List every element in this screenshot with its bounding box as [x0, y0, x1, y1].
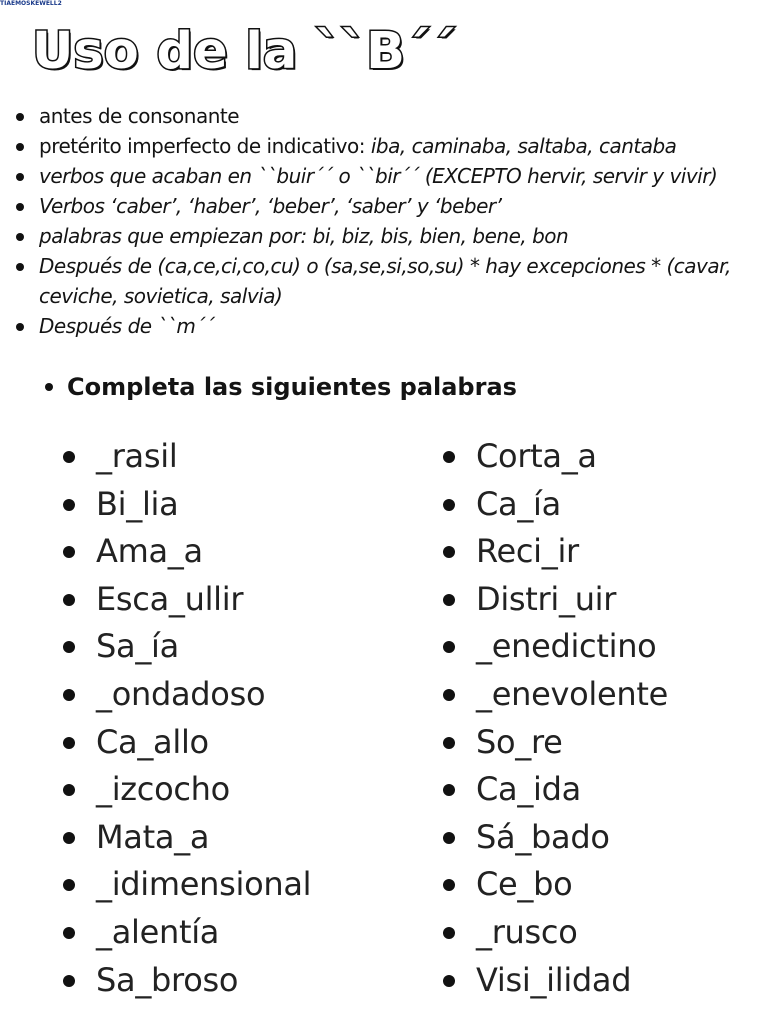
word-text: Esca_ullir — [96, 579, 244, 618]
word-text: Corta_a — [476, 437, 597, 475]
bullet-icon — [16, 113, 24, 121]
bullet-icon — [16, 323, 24, 331]
rule-item — [0, 191, 768, 221]
word-text: _enedictino — [476, 627, 657, 666]
exercise-instruction — [45, 370, 517, 404]
word-item — [440, 433, 668, 481]
bullet-icon — [443, 546, 455, 558]
word-item — [440, 576, 668, 624]
word-item — [60, 623, 311, 671]
rule-text: antes de consonante — [39, 104, 240, 128]
bullet-icon — [63, 499, 75, 511]
word-item — [440, 481, 668, 529]
word-text: Ca_ía — [476, 484, 561, 523]
bullet-icon — [443, 594, 455, 606]
rule-examples: iba, caminaba, saltaba, cantaba — [370, 134, 677, 158]
word-text: _rasil — [96, 437, 178, 475]
bullet-icon — [63, 546, 75, 558]
word-text: Reci_ir — [476, 532, 579, 571]
rules-list — [0, 101, 768, 341]
bullet-icon — [45, 383, 53, 391]
watermark-text: TIAEMOSKEWELL2 — [0, 0, 62, 7]
word-item — [60, 481, 311, 529]
rule-examples: verbos que acaban en ``buir´´ o ``bir´´ (EXCEPTO hervir, servir y vivir) — [39, 164, 718, 188]
rule-item — [0, 131, 768, 161]
bullet-icon — [63, 879, 75, 891]
rule-item — [0, 221, 768, 251]
bullet-icon — [63, 737, 75, 749]
bullet-icon — [443, 499, 455, 511]
page-title: Uso de la ``B´´ — [32, 22, 456, 81]
rule-examples: Después de ``m´´ — [39, 314, 215, 338]
bullet-icon — [63, 451, 75, 463]
word-text: _alentía — [96, 912, 220, 951]
word-item — [440, 766, 668, 814]
word-item — [60, 766, 311, 814]
word-list-right — [440, 433, 668, 1004]
word-text: Distri_uir — [476, 579, 617, 618]
word-text: Mata_a — [96, 817, 210, 856]
word-item — [60, 671, 311, 719]
bullet-icon — [63, 641, 75, 653]
word-text: Ce_bo — [476, 865, 573, 904]
rule-examples: Después de (ca,ce,ci,co,cu) o (sa,se,si,so,su) * hay excepciones * (cavar, ceviche, sovietica, salvia) — [39, 254, 731, 308]
bullet-icon — [443, 832, 455, 844]
bullet-icon — [443, 641, 455, 653]
bullet-icon — [443, 737, 455, 749]
bullet-icon — [63, 594, 75, 606]
word-item — [440, 909, 668, 957]
word-item — [60, 909, 311, 957]
word-item — [440, 671, 668, 719]
word-item — [60, 719, 311, 767]
word-item — [440, 719, 668, 767]
word-item — [60, 861, 311, 909]
rule-item — [0, 101, 768, 131]
word-text: Ca_ida — [476, 770, 581, 809]
word-item — [440, 623, 668, 671]
word-text: _rusco — [476, 912, 578, 951]
rule-item — [0, 251, 768, 311]
rule-text: pretérito imperfecto de indicativo: — [39, 134, 371, 158]
bullet-icon — [16, 263, 24, 271]
bullet-icon — [16, 143, 24, 151]
word-item — [60, 814, 311, 862]
rule-examples: palabras que empiezan por: bi, biz, bis, bien, bene, bon — [39, 224, 569, 248]
bullet-icon — [63, 832, 75, 844]
word-text: _izcocho — [96, 770, 230, 809]
word-item — [440, 528, 668, 576]
word-item — [60, 576, 311, 624]
bullet-icon — [63, 784, 75, 796]
rule-item — [0, 311, 768, 341]
bullet-icon — [443, 927, 455, 939]
word-list-left — [60, 433, 311, 1004]
bullet-icon — [443, 451, 455, 463]
bullet-icon — [443, 689, 455, 701]
word-item — [60, 528, 311, 576]
bullet-icon — [16, 233, 24, 241]
rule-examples: Verbos ‘caber’, ‘haber’, ‘beber’, ‘saber’ y ‘beber’ — [39, 194, 502, 218]
instruction-text: Completa las siguientes palabras — [67, 373, 517, 401]
word-item — [60, 957, 311, 1005]
word-item — [440, 957, 668, 1005]
bullet-icon — [443, 879, 455, 891]
word-item — [440, 814, 668, 862]
rule-item — [0, 161, 768, 191]
word-text: _ondadoso — [96, 674, 266, 713]
word-item — [440, 861, 668, 909]
word-text: Sa_ía — [96, 627, 179, 666]
bullet-icon — [63, 975, 75, 987]
word-text: Sa_broso — [96, 960, 239, 999]
word-text: Bi_lia — [96, 484, 179, 523]
bullet-icon — [63, 927, 75, 939]
bullet-icon — [443, 784, 455, 796]
word-text: So_re — [476, 722, 563, 761]
word-text: _idimensional — [96, 865, 312, 904]
word-item — [60, 433, 311, 481]
word-text: Ama_a — [96, 532, 203, 571]
word-text: _enevolente — [476, 674, 668, 713]
bullet-icon — [16, 173, 24, 181]
word-text: Visi_ilidad — [476, 960, 632, 999]
bullet-icon — [63, 689, 75, 701]
bullet-icon — [443, 975, 455, 987]
bullet-icon — [16, 203, 24, 211]
word-text: Ca_allo — [96, 722, 209, 761]
word-text: Sá_bado — [476, 817, 610, 856]
